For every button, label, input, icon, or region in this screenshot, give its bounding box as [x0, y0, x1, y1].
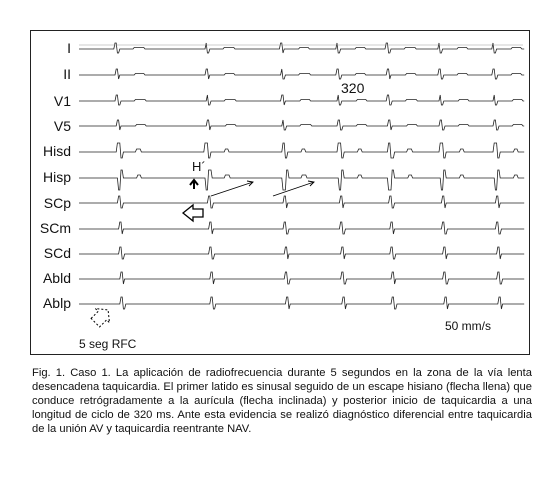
lead-label-Ablp: Ablp	[42, 295, 71, 311]
lead-label-I: I	[67, 40, 71, 56]
speed-label: 50 mm/s	[445, 319, 492, 333]
lead-label-SCm: SCm	[39, 220, 71, 236]
lead-label-Hisd: Hisd	[42, 143, 71, 159]
lead-label-Abld: Abld	[42, 270, 71, 286]
figure-caption: Fig. 1. Caso 1. La aplicación de radiofrecuencia durante 5 segundos en la zona de la vía lenta desencadena taquicardia. El primer latido es sinusal seguido de un escape hisiano (flecha llena) que conduce retrógradamente a la aurícula (flecha inclinada) y posterior inicio de taquicardia a una longitud de ciclo de 320 ms. Ante esta evidencia se realizó diagnóstico diferencial entre taquicardia de la unión AV y taquicardia reentrante NAV.	[32, 367, 532, 435]
solid-arrow-icon	[190, 180, 198, 189]
trace-Ablp	[79, 297, 524, 309]
trace-Abld	[79, 272, 524, 284]
ecg-traces	[31, 31, 531, 356]
trace-II	[79, 69, 524, 79]
trace-V5	[79, 120, 524, 130]
lead-label-SCd: SCd	[43, 245, 71, 261]
his-label: H´	[192, 159, 206, 174]
rfc-label: 5 seg RFC	[79, 337, 137, 351]
lead-label-Hisp: Hisp	[42, 169, 71, 185]
trace-SCm	[79, 222, 524, 234]
inclined-arrow-icon	[273, 182, 314, 196]
dashed-arrow-icon	[88, 303, 115, 330]
inclined-arrow-icon	[211, 182, 253, 196]
trace-I	[79, 43, 524, 53]
cycle-length-label: 320	[341, 80, 365, 96]
ecg-figure	[30, 30, 530, 355]
hollow-arrow-icon	[183, 205, 203, 221]
lead-label-II: II	[63, 66, 71, 82]
trace-Hisd	[79, 143, 524, 158]
trace-Hisp	[79, 170, 524, 190]
trace-SCp	[79, 196, 524, 208]
trace-V1	[79, 95, 524, 105]
lead-label-V5: V5	[53, 118, 71, 134]
lead-label-V1: V1	[53, 93, 71, 109]
lead-label-SCp: SCp	[43, 195, 71, 211]
trace-SCd	[79, 247, 524, 259]
